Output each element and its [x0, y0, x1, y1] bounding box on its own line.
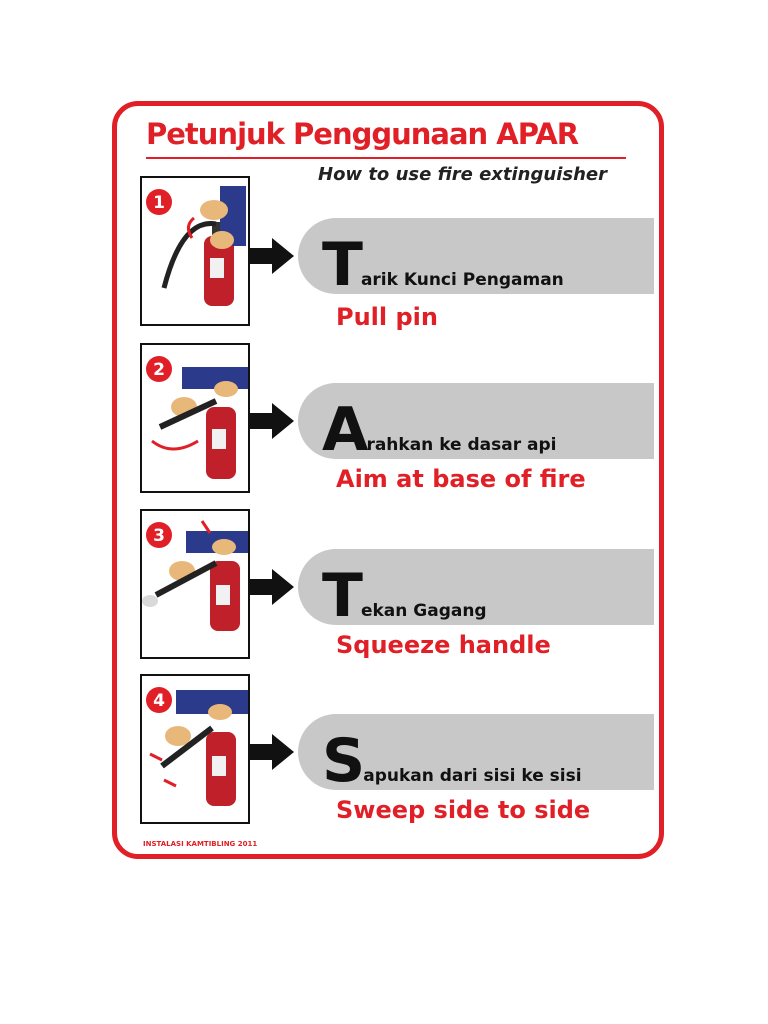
step-2-illustration — [140, 343, 250, 493]
sleeve — [182, 367, 248, 389]
step-number: 4 — [153, 691, 165, 711]
step-1-illustration — [140, 176, 250, 326]
step-1 — [0, 176, 768, 336]
step-3 — [0, 509, 768, 669]
step-2-text: rahkan ke dasar api — [366, 435, 557, 455]
hand-icon — [200, 200, 228, 220]
step-1-text: arik Kunci Pengaman — [360, 270, 564, 290]
arrow-right-icon — [250, 236, 294, 276]
step-number: 1 — [153, 193, 165, 213]
footer-credit: INSTALASI KAMTIBLING 2011 — [143, 840, 258, 848]
step-3-indonesian — [322, 549, 487, 631]
step-3-illustration — [140, 509, 250, 659]
step-4-initial: S — [322, 726, 364, 796]
title-underline — [146, 157, 626, 159]
step-2-initial: A — [322, 395, 367, 465]
step-2-indonesian — [322, 383, 557, 465]
step-3-english: Squeeze handle — [336, 631, 551, 659]
step-1-indonesian — [322, 218, 564, 300]
arrow-right-icon — [250, 732, 294, 772]
step-4 — [0, 674, 768, 834]
step-number: 2 — [153, 360, 165, 380]
step-4-illustration — [140, 674, 250, 824]
arrow-right-icon — [250, 401, 294, 441]
step-number: 3 — [153, 526, 165, 546]
step-4-english: Sweep side to side — [336, 796, 591, 824]
step-1-initial: T — [322, 230, 361, 300]
poster-title: Petunjuk Penggunaan APAR — [146, 117, 579, 151]
poster-subtitle: How to use fire extinguisher — [318, 164, 607, 185]
step-4-text: apukan dari sisi ke sisi — [363, 766, 582, 786]
step-4-indonesian — [322, 714, 582, 796]
step-2-english: Aim at base of fire — [336, 465, 586, 493]
step-1-english: Pull pin — [336, 303, 438, 331]
step-3-initial: T — [322, 561, 361, 631]
step-3-text: ekan Gagang — [360, 601, 487, 621]
hand-icon — [165, 726, 191, 746]
arrow-right-icon — [250, 567, 294, 607]
step-2 — [0, 343, 768, 503]
